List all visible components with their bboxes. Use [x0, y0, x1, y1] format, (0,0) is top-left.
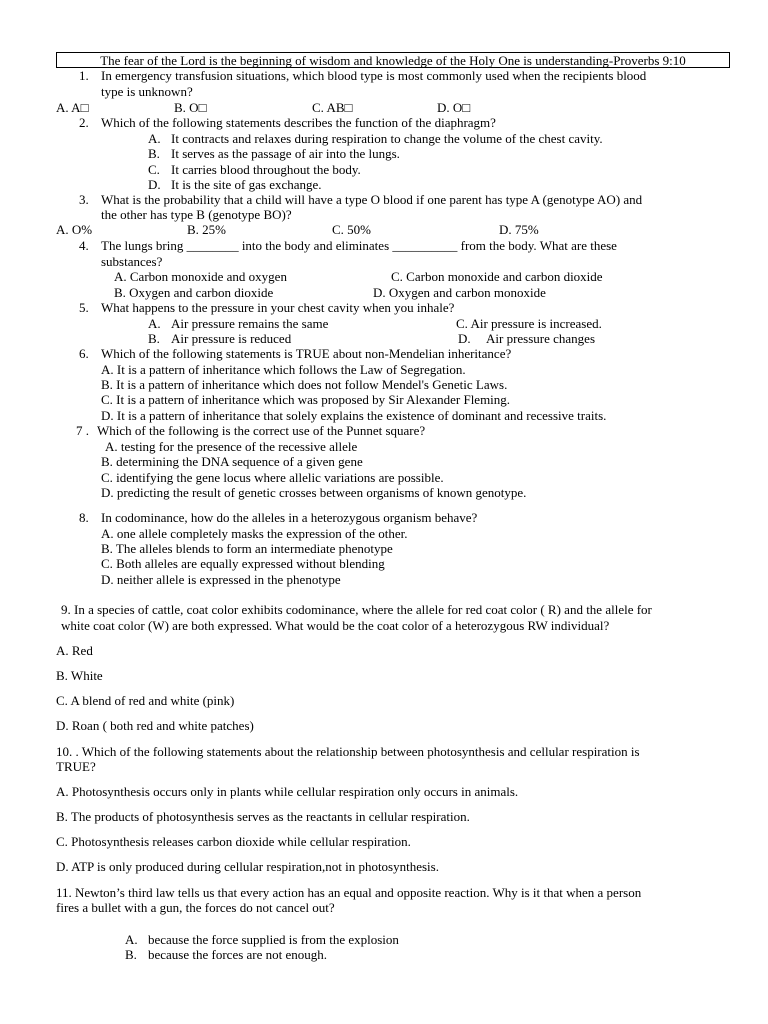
option-letter: D.: [458, 331, 471, 346]
option-b: Air pressure is reduced: [171, 331, 292, 346]
option-a: A. O%: [56, 222, 93, 237]
option-letter: B.: [148, 331, 160, 346]
option-text: B. determining the DNA sequence of a given gene: [101, 454, 363, 469]
option-text: B. The products of photosynthesis serves as the reactants in cellular respiration.: [56, 809, 470, 824]
option-text: D. predicting the result of genetic crosses between organisms of known genotype.: [101, 485, 527, 500]
option-b: B. 25%: [187, 222, 226, 237]
option-c: C. Air pressure is increased.: [456, 316, 602, 331]
question-text: In codominance, how do the alleles in a heterozygous organism behave?: [101, 510, 478, 525]
option-d: D. O□: [437, 100, 471, 115]
header-quote: The fear of the Lord is the beginning of wisdom and knowledge of the Holy One is understanding-Proverbs 9:10: [56, 52, 730, 68]
option-b: B. O□: [174, 100, 207, 115]
option-text: D. Roan ( both red and white patches): [56, 718, 254, 733]
question-number: 1.: [79, 68, 89, 83]
option-d: D. Oxygen and carbon monoxide: [373, 285, 546, 300]
option-text: B. The alleles blends to form an intermediate phenotype: [101, 541, 393, 556]
option-text: C. Both alleles are equally expressed without blending: [101, 556, 385, 571]
missing-glyph-icon: □: [198, 100, 207, 115]
question-text: Which of the following statements is TRUE about non-Mendelian inheritance?: [101, 346, 512, 361]
question-text: 11. Newton’s third law tells us that every action has an equal and opposite reaction. Why is it that when a person: [56, 885, 642, 900]
option-letter: B.: [148, 146, 160, 161]
question-text: substances?: [101, 254, 163, 269]
option-a: A. Carbon monoxide and oxygen: [114, 269, 287, 284]
option-a: Air pressure remains the same: [171, 316, 329, 331]
question-number: 7 .: [76, 423, 89, 438]
option-text: because the force supplied is from the explosion: [148, 932, 399, 947]
question-number: 6.: [79, 346, 89, 361]
question-number: 3.: [79, 192, 89, 207]
option-letter: A.: [148, 131, 161, 146]
question-number: 5.: [79, 300, 89, 315]
option-text: A. one allele completely masks the expression of the other.: [101, 526, 408, 541]
question-text: What happens to the pressure in your chest cavity when you inhale?: [101, 300, 455, 315]
option-text: It is the site of gas exchange.: [171, 177, 322, 192]
option-text: C. A blend of red and white (pink): [56, 693, 235, 708]
question-text: Which of the following statements describes the function of the diaphragm?: [101, 115, 496, 130]
option-letter: A.: [148, 316, 161, 331]
option-d: Air pressure changes: [486, 331, 596, 346]
question-number: 8.: [79, 510, 89, 525]
question-number: 4.: [79, 238, 89, 253]
option-d: D. 75%: [499, 222, 539, 237]
question-text: Which of the following is the correct use of the Punnet square?: [97, 423, 426, 438]
option-text: B. White: [56, 668, 103, 683]
option-text: D. ATP is only produced during cellular respiration,not in photosynthesis.: [56, 859, 439, 874]
option-text: A. Photosynthesis occurs only in plants while cellular respiration only occurs in animals.: [56, 784, 519, 799]
question-text: In emergency transfusion situations, which blood type is most commonly used when the recipients blood: [101, 68, 647, 83]
option-letter: A.: [125, 932, 138, 947]
option-text: It contracts and relaxes during respiration to change the volume of the chest cavity.: [171, 131, 603, 146]
question-text: 9. In a species of cattle, coat color exhibits codominance, where the allele for red coat color ( R) and the allele for: [61, 602, 652, 617]
option-text: A. testing for the presence of the recessive allele: [105, 439, 358, 454]
question-text: TRUE?: [56, 759, 96, 774]
option-b: B. Oxygen and carbon dioxide: [114, 285, 274, 300]
option-text: It carries blood throughout the body.: [171, 162, 361, 177]
option-text: A. Red: [56, 643, 93, 658]
question-text: What is the probability that a child will have a type O blood if one parent has type A (genotype AO) and: [101, 192, 643, 207]
option-text: B. It is a pattern of inheritance which does not follow Mendel's Genetic Laws.: [101, 377, 508, 392]
option-text: C. Photosynthesis releases carbon dioxide while cellular respiration.: [56, 834, 411, 849]
question-text: The lungs bring ________ into the body and eliminates __________ from the body. What are these: [101, 238, 617, 253]
option-c: C. AB□: [312, 100, 353, 115]
option-a: A. A□: [56, 100, 89, 115]
question-text: the other has type B (genotype BO)?: [101, 207, 292, 222]
option-text: C. It is a pattern of inheritance which was proposed by Sir Alexander Fleming.: [101, 392, 511, 407]
option-text: It serves as the passage of air into the lungs.: [171, 146, 400, 161]
option-c: C. Carbon monoxide and carbon dioxide: [391, 269, 603, 284]
question-text: type is unknown?: [101, 84, 193, 99]
option-text: C. identifying the gene locus where allelic variations are possible.: [101, 470, 444, 485]
missing-glyph-icon: □: [80, 100, 89, 115]
question-number: 2.: [79, 115, 89, 130]
option-letter: B.: [125, 947, 137, 962]
question-text: fires a bullet with a gun, the forces do not cancel out?: [56, 900, 335, 915]
option-letter: C.: [148, 162, 160, 177]
question-text: white coat color (W) are both expressed. What would be the coat color of a heterozygous RW individual?: [61, 618, 610, 633]
missing-glyph-icon: □: [462, 100, 471, 115]
option-text: because the forces are not enough.: [148, 947, 328, 962]
option-text: A. It is a pattern of inheritance which follows the Law of Segregation.: [101, 362, 466, 377]
option-text: D. It is a pattern of inheritance that solely explains the existence of dominant and recessive traits.: [101, 408, 607, 423]
question-text: 10. . Which of the following statements about the relationship between photosynthesis and cellular respiration is: [56, 744, 640, 759]
option-letter: D.: [148, 177, 161, 192]
missing-glyph-icon: □: [344, 100, 353, 115]
option-c: C. 50%: [332, 222, 371, 237]
option-text: D. neither allele is expressed in the phenotype: [101, 572, 341, 587]
